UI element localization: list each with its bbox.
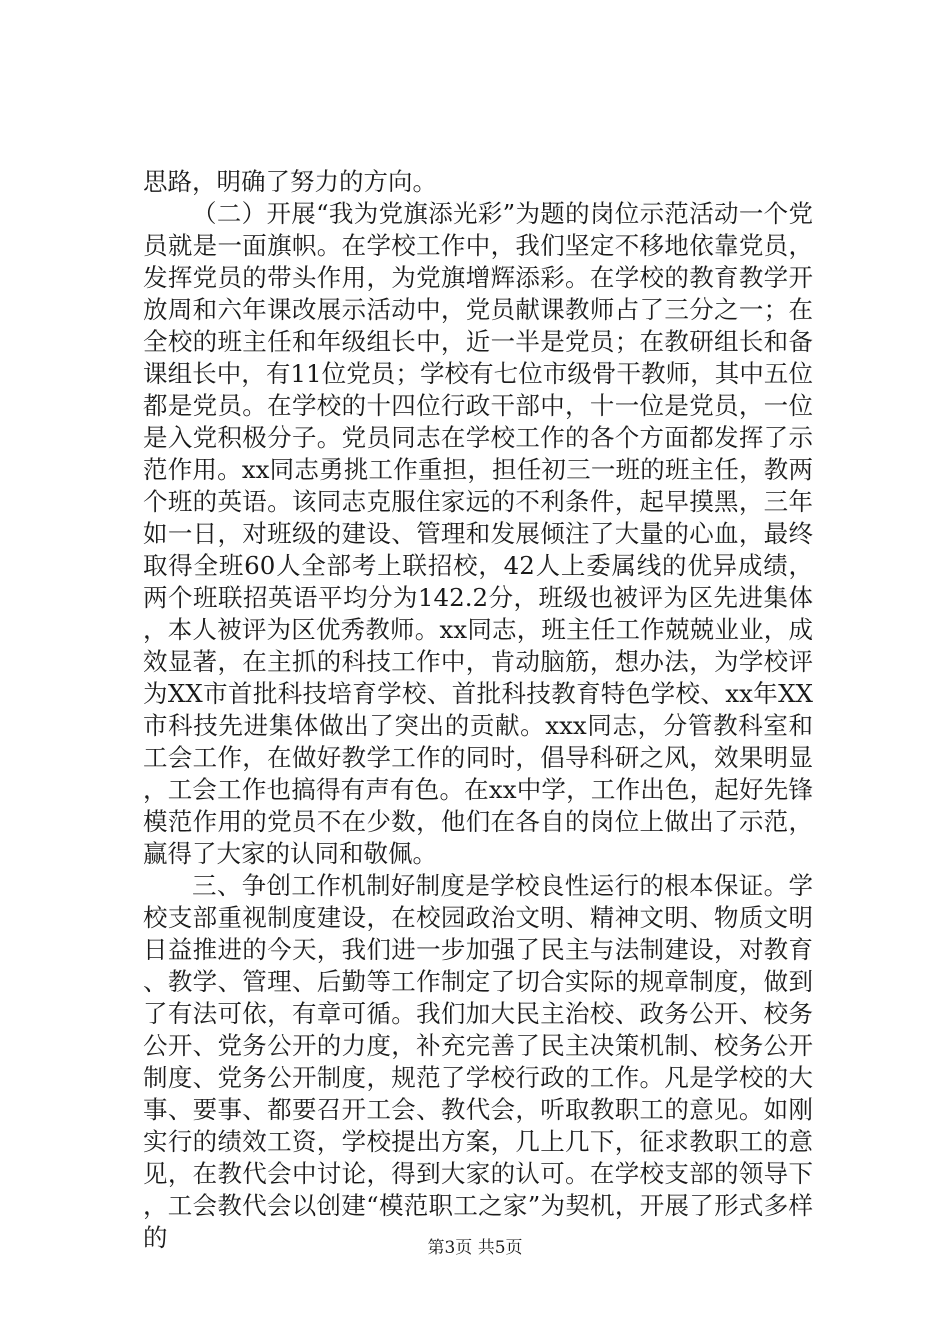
page-number-footer: 第3页 共5页 [427, 1238, 523, 1258]
paragraph-party-flag-activity: （二）开展“我为党旗添光彩”为题的岗位示范活动一个党员就是一面旗帜。在学校工作中，我们坚定不移地依靠党员，发挥党员的带头作用，为党旗增辉添彩。在学校的教育教学开放周和六年课改展示活动中，党员献课教师占了三分之一；在全校的班主任和年级组长中，近一半是党员；在教研组长和备课组长中，有11位党员；学校有七位市级骨干教师，其中五位都是党员。在学校的十四位行政干部中，十一位是党员，一位是入党积极分子。党员同志在学校工作的各个方面都发挥了示范作用。xx同志勇挑工作重担，担任初三一班的班主任，教两个班的英语。该同志克服住家远的不利条件，起早摸黑，三年如一日，对班级的建设、管理和发展倾注了大量的心血，最终取得全班60人全部考上联招校，42人上委属线的优异成绩，两个班联招英语平均分为142.2分，班级也被评为区先进集体，本人被评为区优秀教师。xx同志，班主任工作兢兢业业，成效显著，在主抓的科技工作中，肯动脑筋，想办法，为学校评为XX市首批科技培育学校、首批科技教育特色学校、xx年XX市科技先进集体做出了突出的贡献。xxx同志，分管教科室和工会工作，在做好教学工作的同时，倡导科研之风，效果明显，工会工作也搞得有声有色。在xx中学，工作出色，起好先锋模范作用的党员不在少数，他们在各自的岗位上做出了示范，赢得了大家的认同和敬佩。 [143, 199, 813, 868]
paragraph-work-mechanism: 三、争创工作机制好制度是学校良性运行的根本保证。学校支部重视制度建设，在校园政治文明、精神文明、物质文明日益推进的今天，我们进一步加强了民主与法制建设，对教育、教学、管理、后勤等工作制定了切合实际的规章制度，做到了有法可依，有章可循。我们加大民主治校、政务公开、校务公开、党务公开的力度，补充完善了民主决策机制、校务公开制度、党务公开制度，规范了学校行政的工作。凡是学校的大事、要事、都要召开工会、教代会，听取教职工的意见。如刚实行的绩效工资，学校提出方案，几上几下，征求教职工的意见，在教代会中讨论，得到大家的认可。在学校支部的领导下，工会教代会以创建“模范职工之家”为契机，开展了形式多样的 [143, 871, 813, 1252]
paragraph-continuation: 思路，明确了努力的方向。 [143, 167, 437, 196]
document-body [143, 166, 813, 1254]
